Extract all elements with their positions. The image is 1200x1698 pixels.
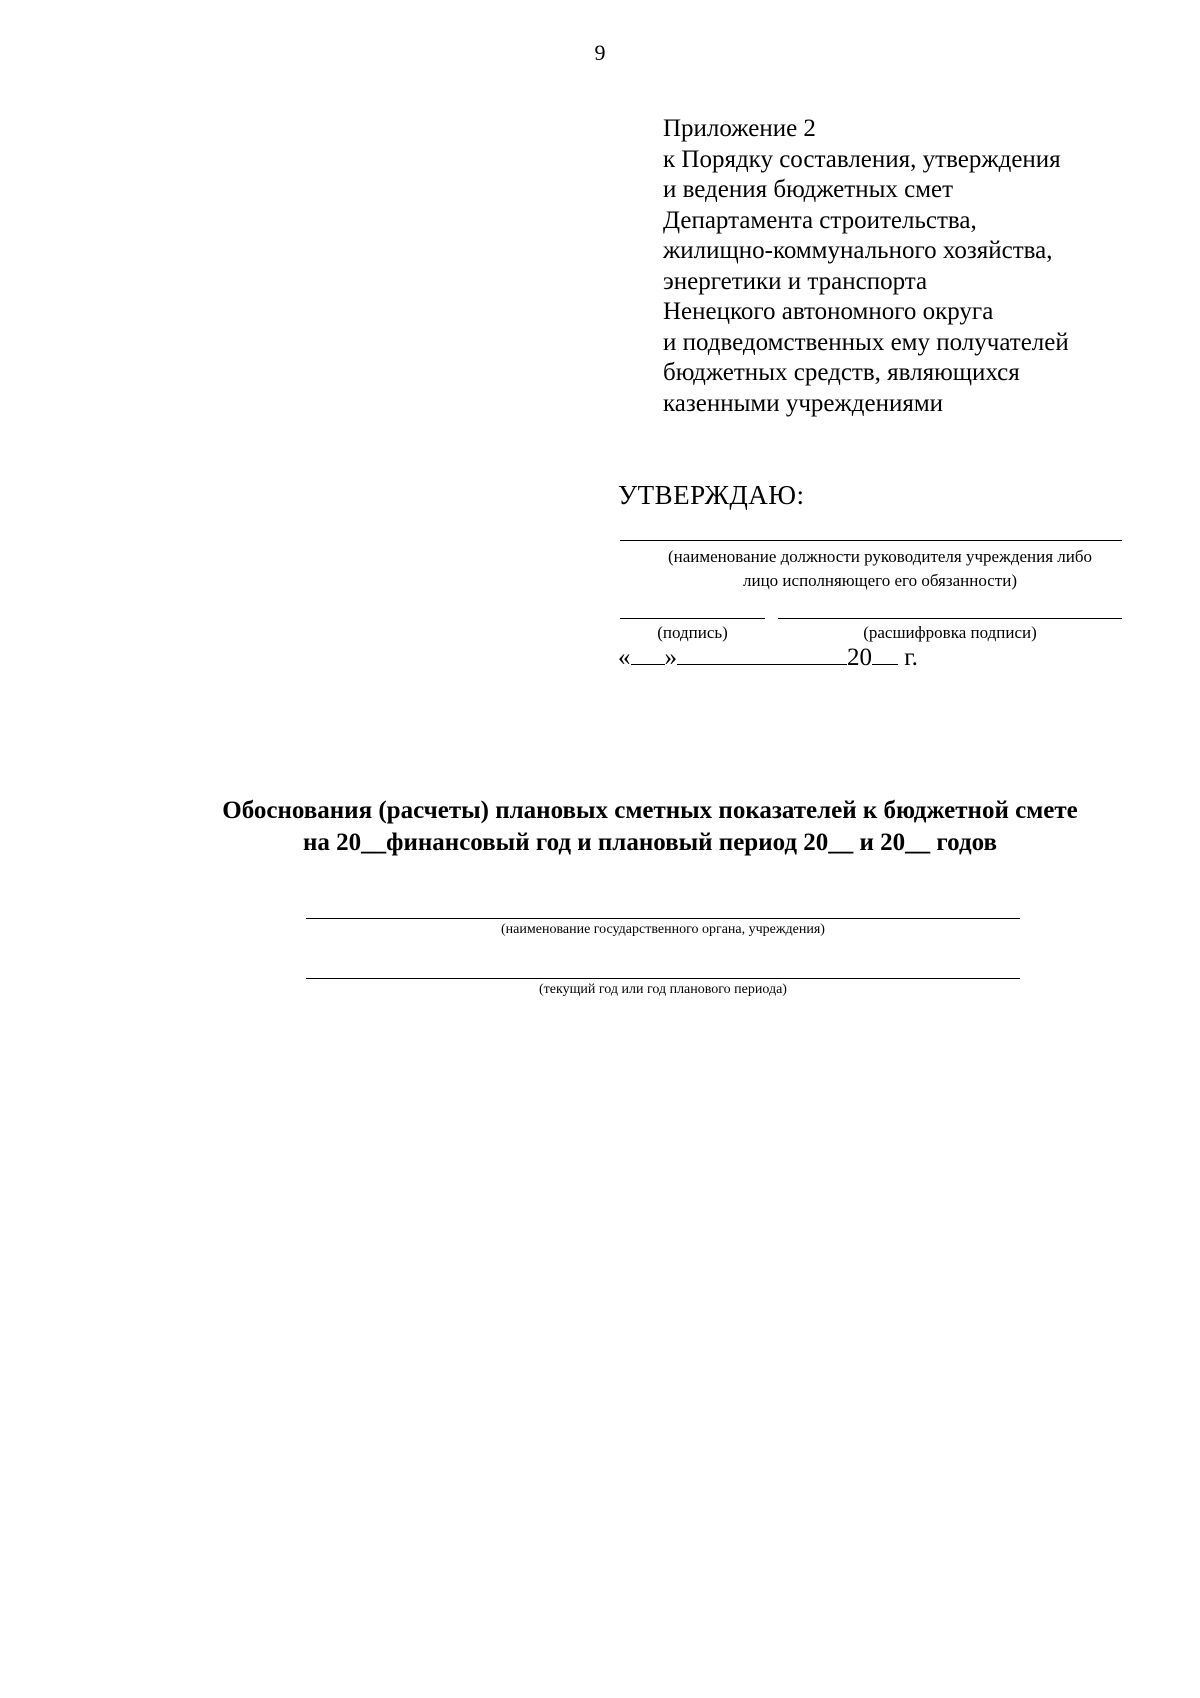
period-line bbox=[306, 978, 1020, 979]
appendix-line: жилищно-коммунального хозяйства, bbox=[663, 237, 1053, 264]
appendix-line: бюджетных средств, являющихся bbox=[663, 359, 1020, 386]
signature-caption: (подпись) bbox=[657, 623, 728, 642]
heading-line1: Обоснования (расчеты) плановых сметных показателей к бюджетной смете bbox=[222, 797, 1078, 824]
document-heading bbox=[150, 795, 1150, 859]
appendix-line: казенными учреждениями bbox=[663, 389, 944, 417]
page-number: 9 bbox=[594, 40, 606, 65]
organization-line bbox=[306, 918, 1020, 919]
approval-date bbox=[618, 644, 918, 672]
appendix-line: Ненецкого автономного округа bbox=[663, 298, 994, 325]
signature-decoding-line bbox=[778, 618, 1122, 619]
appendix-line: и ведения бюджетных смет bbox=[663, 176, 954, 203]
date-year-blank bbox=[872, 644, 898, 665]
date-day-blank bbox=[631, 644, 665, 665]
appendix-line: Приложение 2 bbox=[663, 115, 816, 142]
approval-title: УТВЕРЖДАЮ: bbox=[618, 480, 805, 510]
appendix-line: энергетики и транспорта bbox=[663, 267, 928, 295]
position-caption-line1: (наименование должности руководителя учреждения либо bbox=[667, 547, 1093, 566]
date-year-suffix: г. bbox=[904, 644, 918, 671]
appendix-line: и подведомственных ему получателей bbox=[663, 328, 1069, 356]
date-open-quote: « bbox=[618, 644, 631, 671]
heading-line2: на 20__финансовый год и плановый период 20__ и 20__ годов bbox=[303, 829, 997, 856]
position-line bbox=[620, 540, 1122, 541]
date-month-blank bbox=[677, 644, 847, 665]
appendix-line: Департамента строительства, bbox=[663, 206, 977, 234]
date-close-quote: » bbox=[664, 644, 677, 671]
organization-caption: (наименование государственного органа, учреждения) bbox=[501, 922, 825, 937]
date-year-prefix: 20 bbox=[847, 644, 872, 671]
period-caption: (текущий год или год планового периода) bbox=[539, 982, 787, 997]
appendix-block bbox=[663, 114, 1069, 419]
signature-line bbox=[620, 618, 765, 619]
signature-decoding-caption: (расшифровка подписи) bbox=[863, 623, 1037, 642]
appendix-line: к Порядку составления, утверждения bbox=[663, 145, 1061, 173]
position-caption-line2: лицо исполняющего его обязанности) bbox=[743, 571, 1017, 590]
